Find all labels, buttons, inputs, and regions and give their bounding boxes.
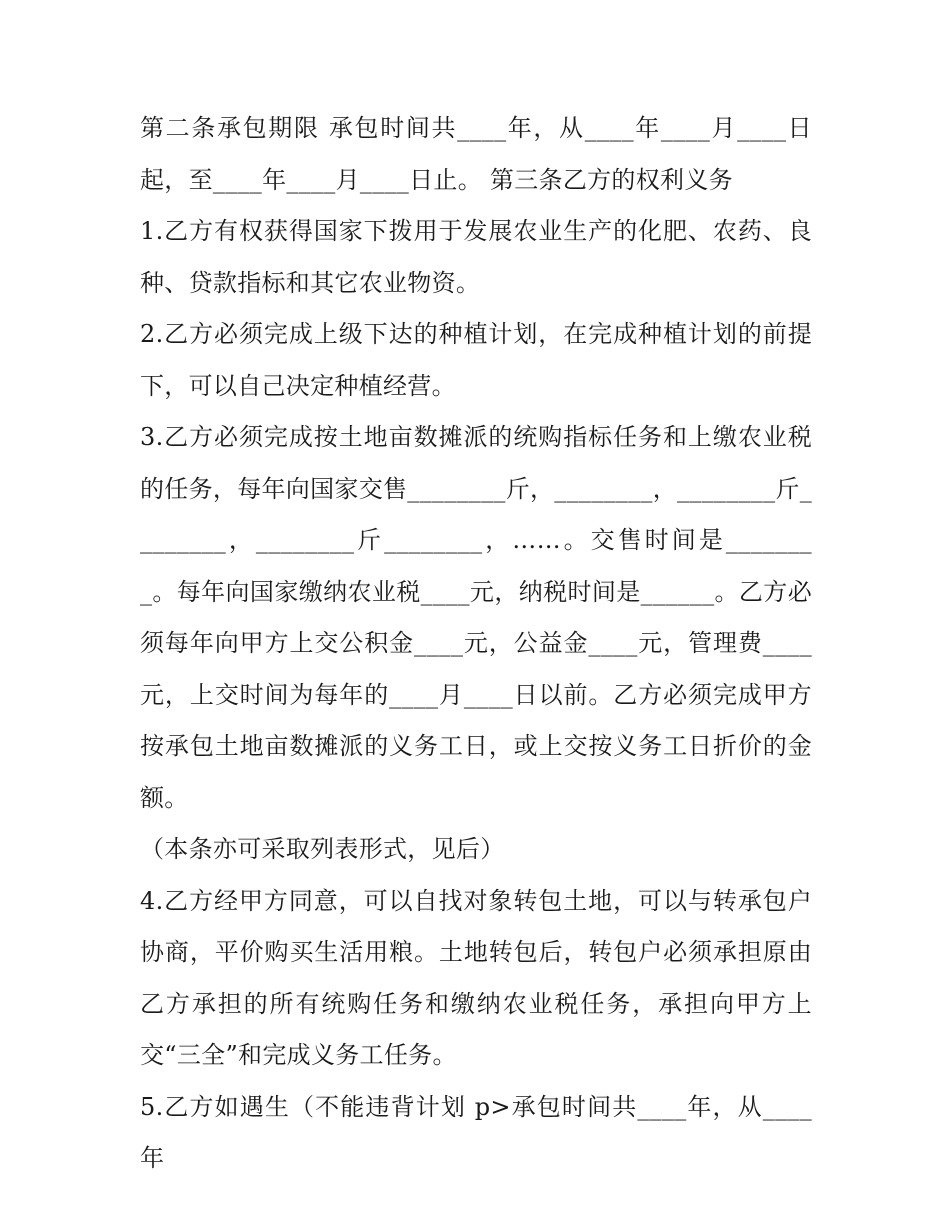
obligation-item-3: 3.乙方必须完成按土地亩数摊派的统购指标任务和上缴农业税的任务，每年向国家交售________斤，________，________斤________，________斤________，……。交售时间是________。每年向国家缴纳农业税____元，纳税时间是______。乙方必须每年向甲方上交公积金____元，公益金____元，管理费____元，上交时间为每年的____月____日以前。乙方必须完成甲方按承包土地亩数摊派的义务工日，或上交按义务工日折价的金额。 bbox=[140, 423, 812, 812]
right-item-1: 1.乙方有权获得国家下拨用于发展农业生产的化肥、农药、良种、贷款指标和其它农业物资。 bbox=[140, 217, 812, 297]
table-note: （本条亦可采取列表形式，见后） bbox=[140, 835, 505, 863]
obligation-item-2: 2.乙方必须完成上级下达的种植计划，在完成种植计划的前提下，可以自己决定种植经营。 bbox=[140, 320, 812, 400]
item-5-partial: 5.乙方如遇生（不能违背计划 p>承包时间共____年，从____年 bbox=[140, 1092, 812, 1172]
document-body bbox=[140, 103, 812, 1185]
item-4-subcontract: 4.乙方经甲方同意，可以自找对象转包土地，可以与转承包户协商，平价购买生活用粮。土地转包后，转包户必须承担原由乙方承担的所有统购任务和缴纳农业税任务，承担向甲方上交“三全”和完成义务工任务。 bbox=[140, 886, 812, 1069]
clause-2-term: 第二条承包期限 承包时间共____年，从____年____月____日起，至____年____月____日止。 第三条乙方的权利义务 bbox=[140, 114, 812, 194]
